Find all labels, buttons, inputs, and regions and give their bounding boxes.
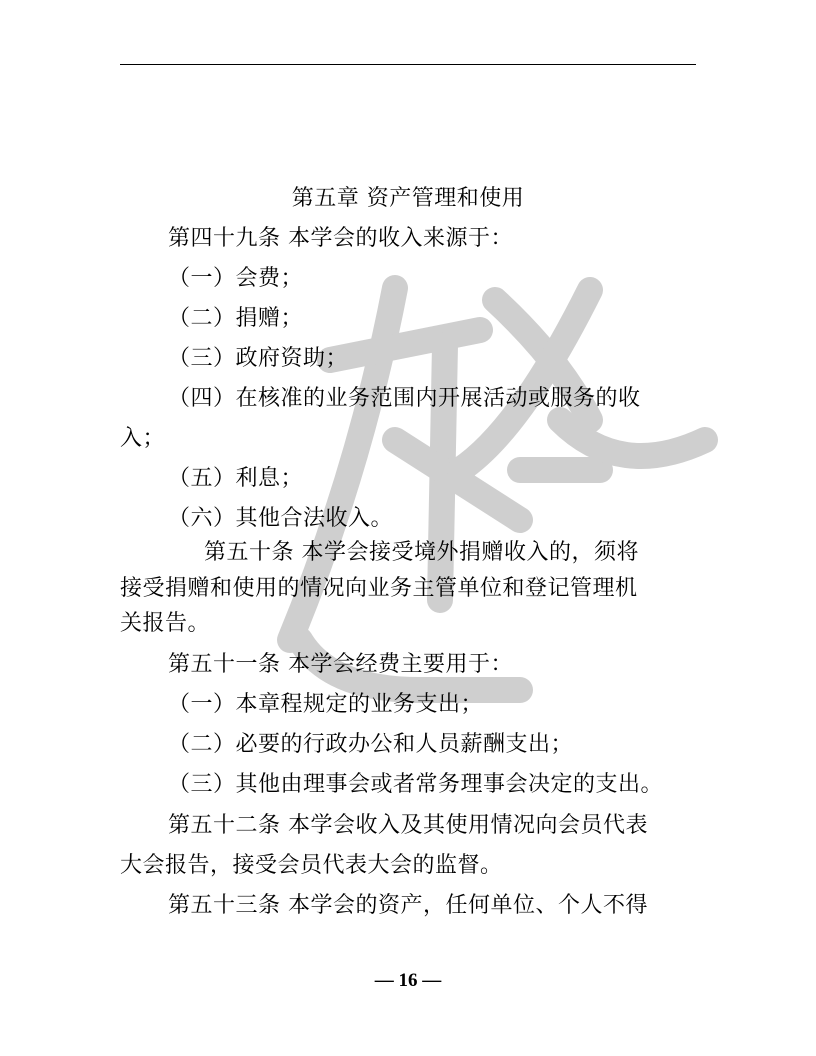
article-49-heading: 第四十九条 本学会的收入来源于： <box>168 226 513 251</box>
list-item: （五）利息； <box>168 466 304 491</box>
list-item: （三）政府资助； <box>168 346 349 371</box>
list-item: （三）其他由理事会或者常务理事会决定的支出。 <box>168 772 664 797</box>
page-number: — 16 — <box>374 970 442 991</box>
article-50-paragraph: 第五十条 本学会接受境外捐赠收入的，须将 <box>204 540 639 565</box>
list-item: （二）捐赠； <box>168 306 304 331</box>
article-50-paragraph-line: 关报告。 <box>120 611 211 636</box>
article-52-paragraph-line: 大会报告，接受会员代表大会的监督。 <box>120 853 503 878</box>
list-item: （二）必要的行政办公和人员薪酬支出； <box>168 732 574 757</box>
header-rule <box>120 64 696 65</box>
list-item-continuation: 入； <box>120 426 166 451</box>
list-item: （六）其他合法收入。 <box>168 506 394 531</box>
article-53-paragraph: 第五十三条 本学会的资产，任何单位、个人不得 <box>168 893 648 918</box>
list-item: （四）在核准的业务范围内开展活动或服务的收 <box>168 386 641 411</box>
chapter-title: 第五章 资产管理和使用 <box>291 186 525 211</box>
article-50-paragraph-line: 接受捐赠和使用的情况向业务主管单位和登记管理机 <box>120 576 638 601</box>
list-item: （一）会费； <box>168 266 304 291</box>
article-51-heading: 第五十一条 本学会经费主要用于： <box>168 652 513 677</box>
list-item: （一）本章程规定的业务支出； <box>168 692 484 717</box>
article-52-paragraph: 第五十二条 本学会收入及其使用情况向会员代表 <box>168 813 648 838</box>
